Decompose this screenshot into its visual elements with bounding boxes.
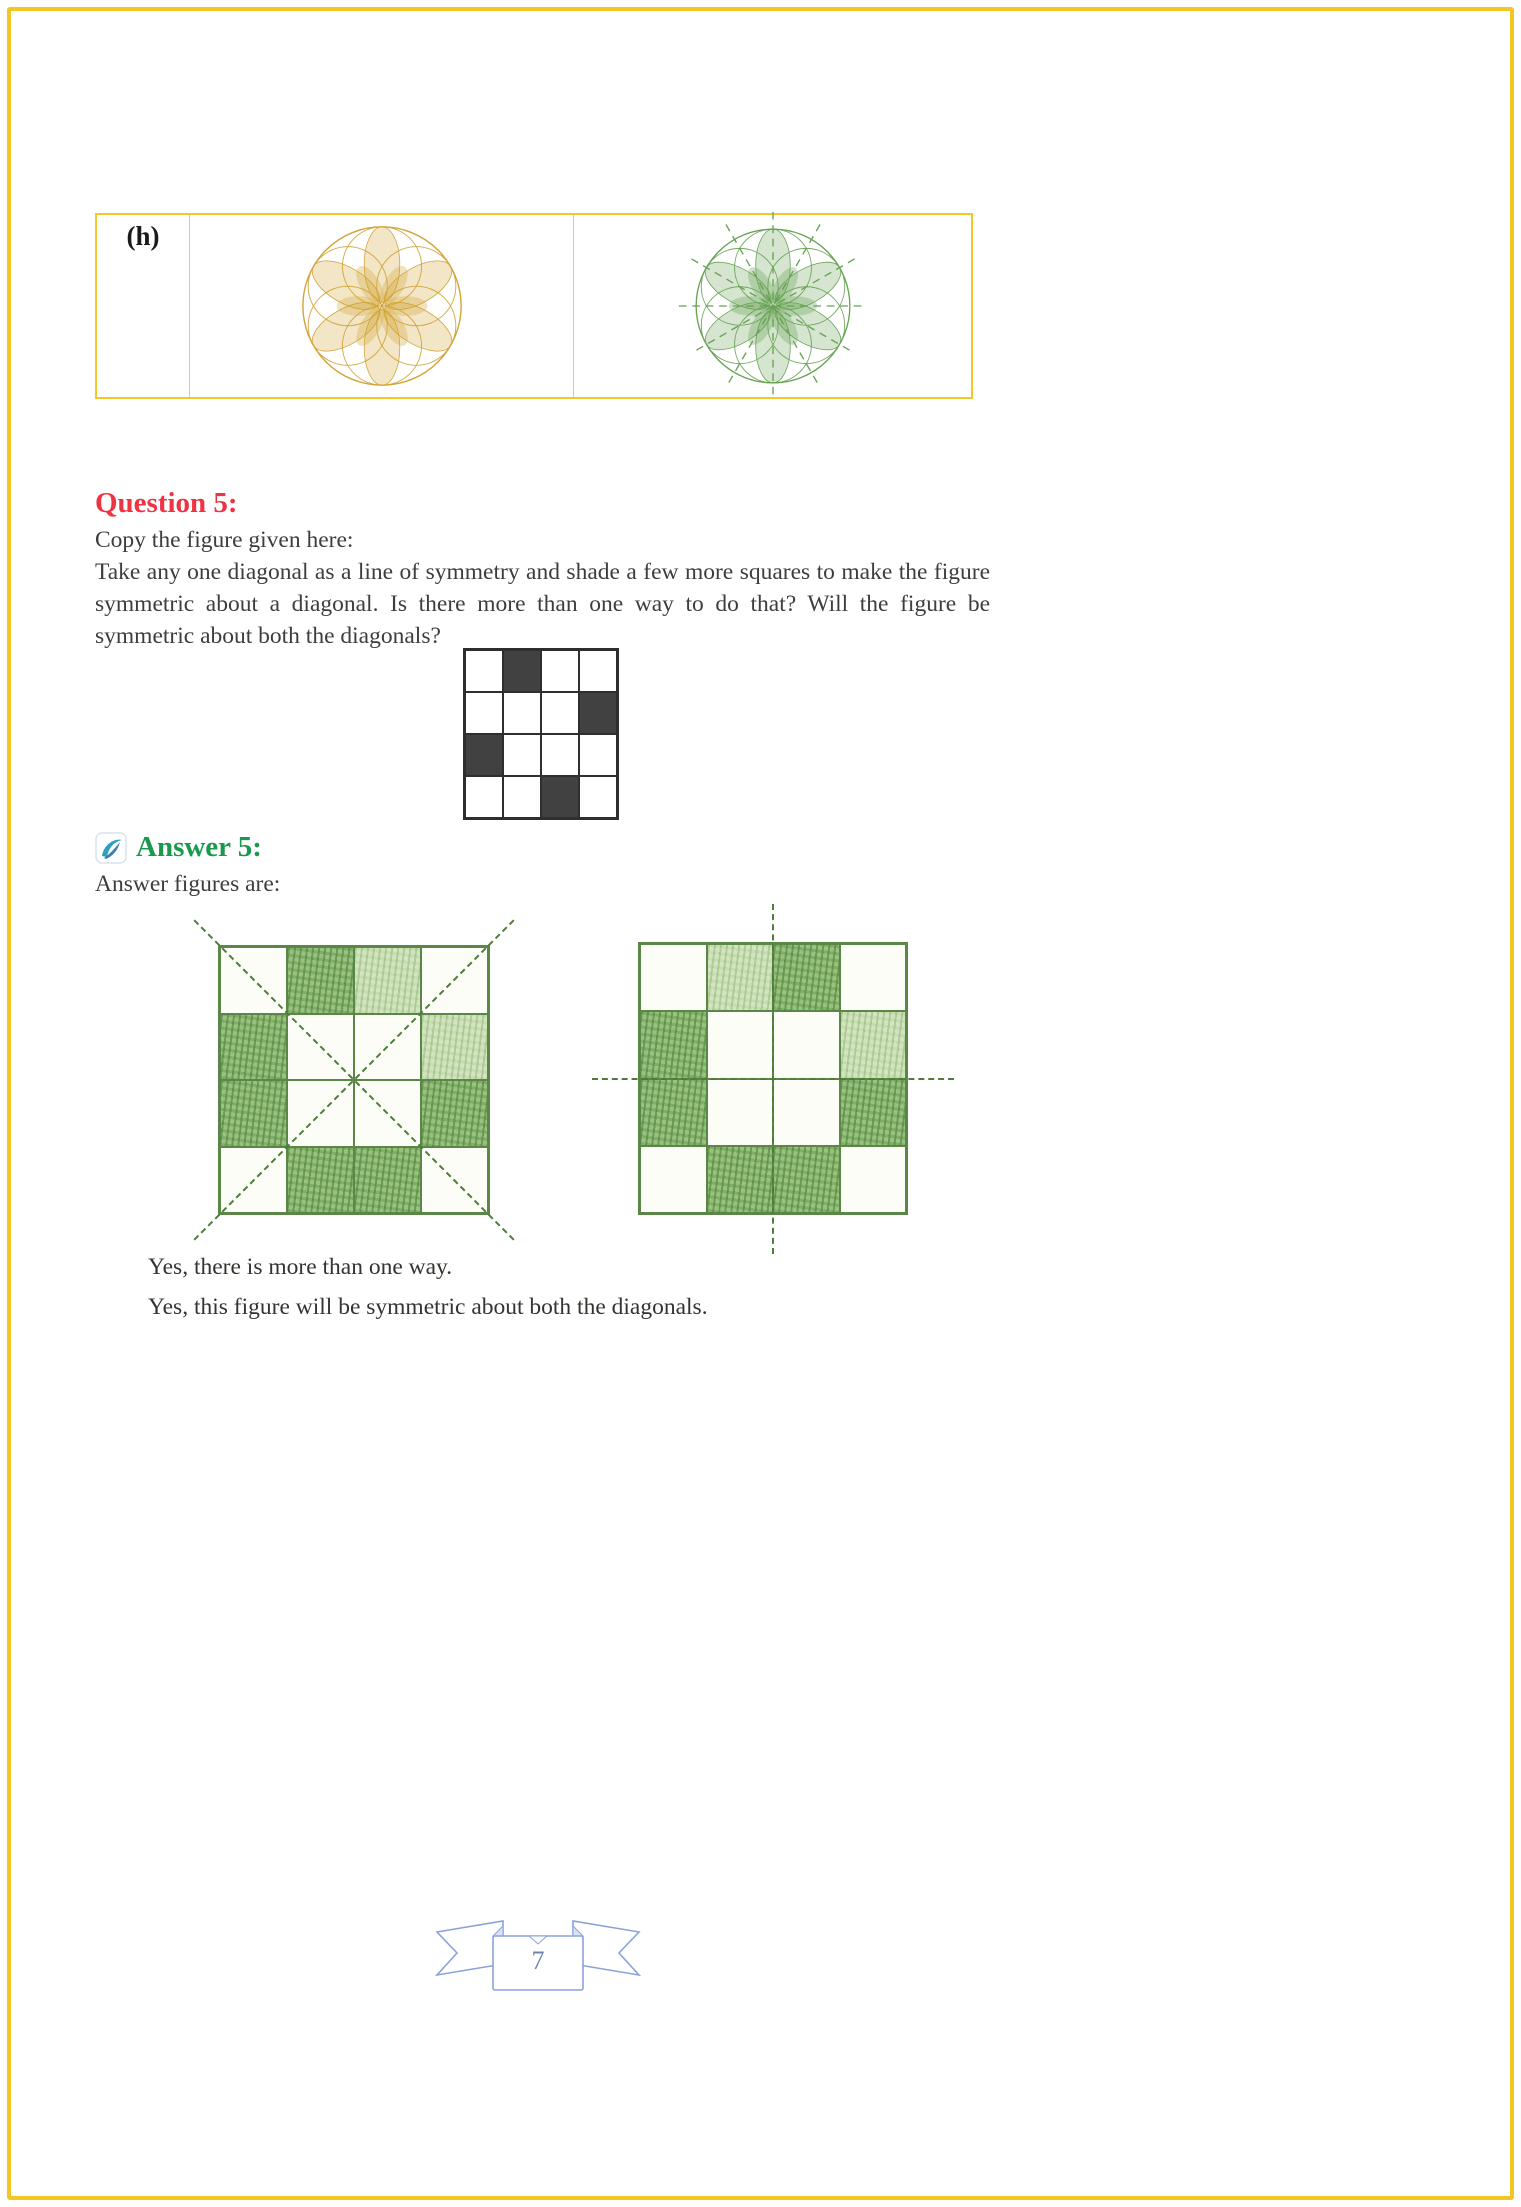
brand-logo-icon [95, 832, 127, 864]
grid-cell [541, 650, 579, 692]
grid-cell [773, 1079, 840, 1146]
grid-cell [840, 944, 907, 1011]
answer-intro: Answer figures are: [95, 871, 281, 897]
grid-cell [579, 692, 617, 734]
grid-cell [707, 944, 774, 1011]
grid-cell [354, 1147, 421, 1214]
grid-cell [503, 734, 541, 776]
grid-cell [707, 1079, 774, 1146]
grid-cell [773, 1011, 840, 1078]
grid-cell [840, 1146, 907, 1213]
figure-cell-with-symmetry-lines [574, 215, 971, 397]
grid-cell [579, 776, 617, 818]
grid-cell [465, 650, 503, 692]
grid-cell [579, 650, 617, 692]
grid-cell [840, 1011, 907, 1078]
answer-figure-1 [218, 945, 490, 1215]
grid-cell [640, 1079, 707, 1146]
answer-heading: Answer 5: [136, 831, 262, 863]
question-body-text: Take any one diagonal as a line of symmetry and shade a few more squares to make the figure symmetric about a diagonal. Is there more than one way to do that? Will the figure be symmetric about both the diagonals? [95, 559, 990, 649]
page-number: 7 [531, 1946, 545, 1975]
question-grid [463, 648, 619, 820]
grid-cell [421, 1080, 488, 1147]
answer-note-1: Yes, there is more than one way. [148, 1254, 453, 1280]
grid-cell [465, 776, 503, 818]
grid-cell [579, 734, 617, 776]
green-rosette-figure [675, 208, 871, 404]
grid-cell [287, 947, 354, 1014]
grid-cell [503, 776, 541, 818]
grid-cell [287, 1147, 354, 1214]
grid-cell [640, 1011, 707, 1078]
grid-cell [465, 692, 503, 734]
grid-cell [707, 1011, 774, 1078]
answer-heading-row [95, 831, 262, 864]
horizontal-symmetry-line [592, 1078, 954, 1080]
grid-cell [773, 1146, 840, 1213]
figure-cell-original [190, 215, 574, 397]
grid-cell [541, 692, 579, 734]
grid-cell [541, 776, 579, 818]
answer-note-2: Yes, this figure will be symmetric about both the diagonals. [148, 1294, 708, 1320]
grid-cell [354, 947, 421, 1014]
grid-cell [220, 1080, 287, 1147]
grid-cell [640, 1146, 707, 1213]
gold-rosette-figure [291, 215, 473, 397]
answer-figure-2 [638, 942, 908, 1215]
grid-cell [503, 650, 541, 692]
figure-table-row [95, 213, 973, 399]
grid-cell [465, 734, 503, 776]
question-heading: Question 5: [95, 487, 238, 519]
grid-cell [640, 944, 707, 1011]
row-label: (h) [126, 221, 160, 251]
grid-cell [707, 1146, 774, 1213]
grid-cell [421, 1014, 488, 1081]
grid-cell [503, 692, 541, 734]
grid-cell [840, 1079, 907, 1146]
grid-cell [773, 944, 840, 1011]
grid-cell [541, 734, 579, 776]
figure-row-label-cell [97, 215, 190, 397]
grid-cell [220, 1014, 287, 1081]
question-intro-line: Copy the figure given here: [95, 527, 354, 553]
question-text [95, 524, 990, 652]
